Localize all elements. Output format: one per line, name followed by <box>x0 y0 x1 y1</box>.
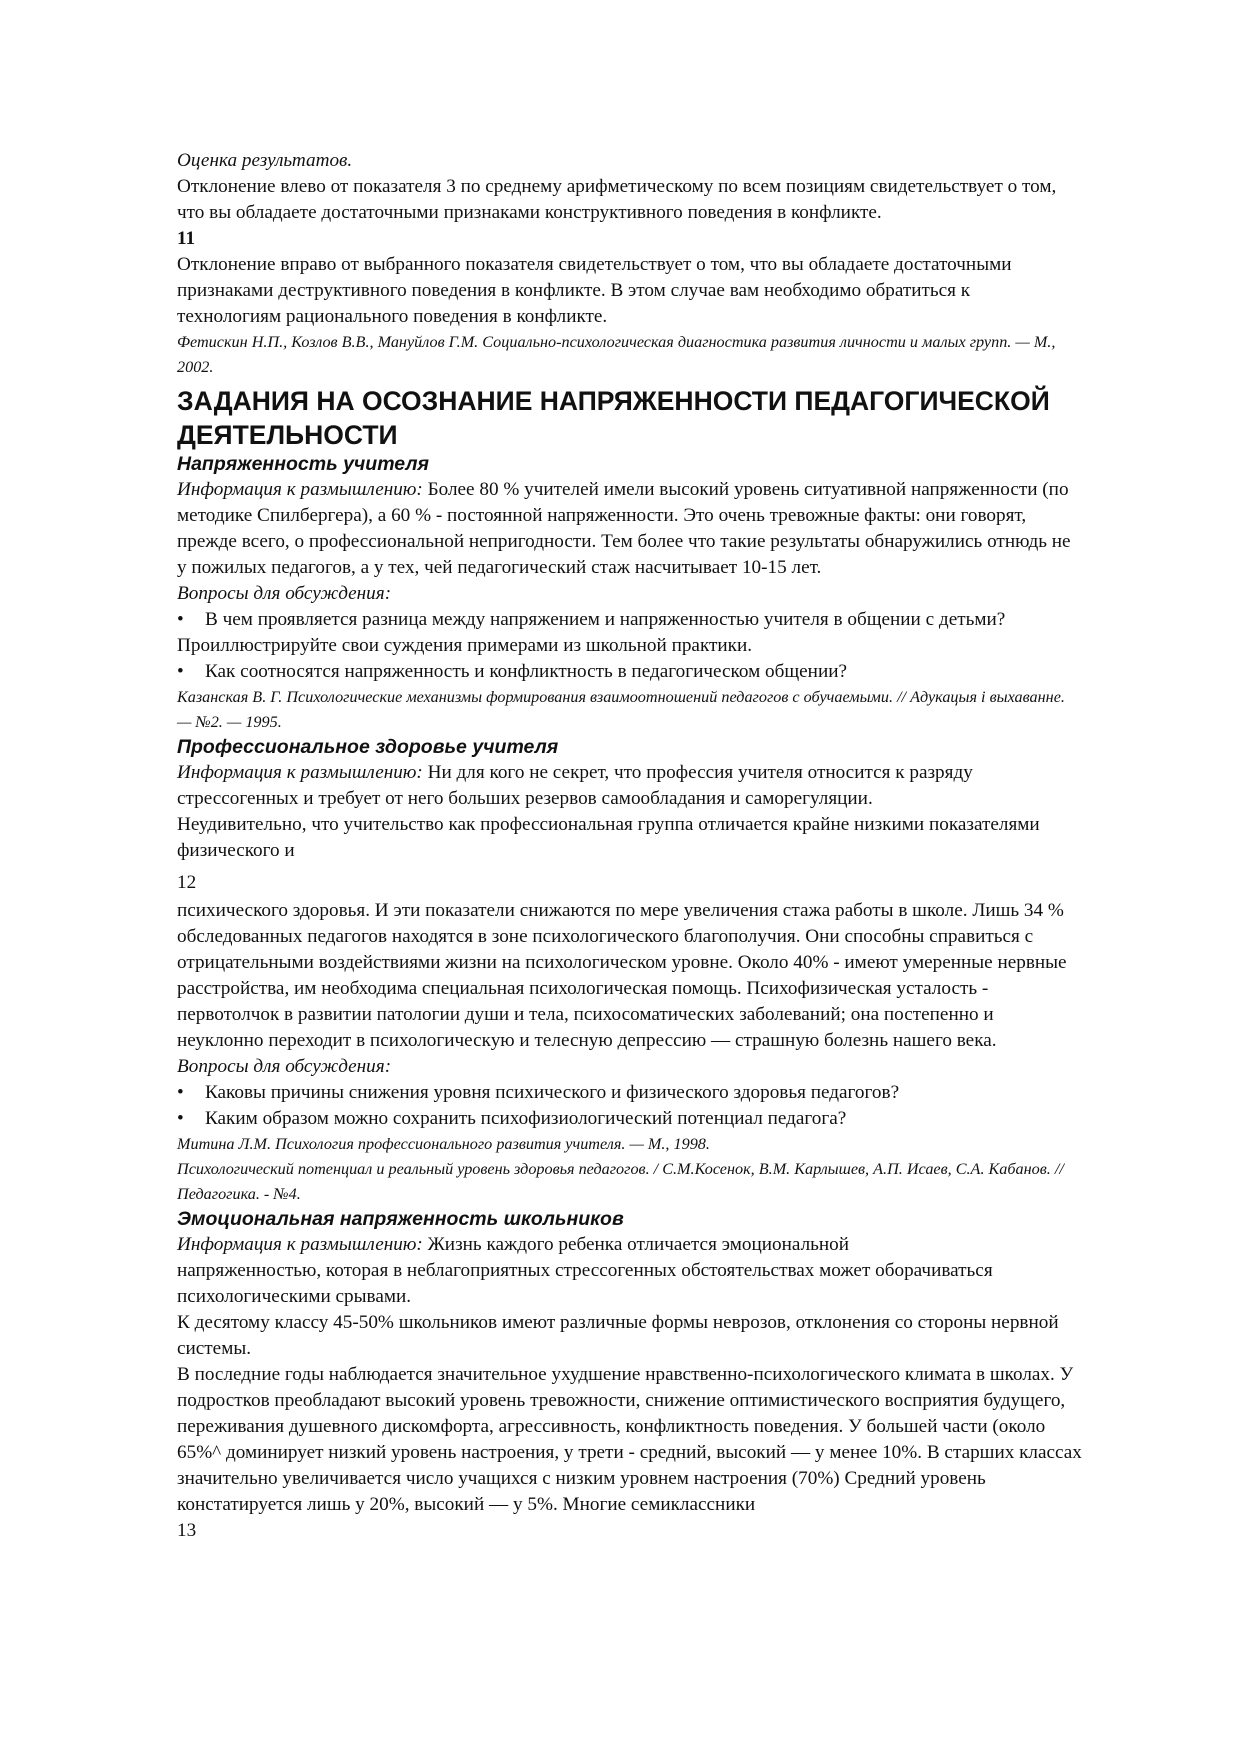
paragraph: К десятому классу 45-50% школьников имеют различные формы неврозов, отклонения со стороны нервной системы. <box>177 1312 1059 1359</box>
main-heading: ЗАДАНИЯ НА ОСОЗНАНИЕ НАПРЯЖЕННОСТИ ПЕДАГОГИЧЕСКОЙ ДЕЯТЕЛЬНОСТИ <box>177 386 1050 450</box>
question-item <box>177 659 1181 685</box>
paragraph: В последние годы наблюдается значительное ухудшение нравственно-психологического климата в школах. У подростков преобладают высокий уровень тревожности, снижение оптимистического восприятия будущего, переживания душевного дискомфорта, агрессивность, конфликтность поведения. У большей части (около 65%^ доминирует низкий уровень настроения, у трети - средний, высокий — у менее 10%. В старших классах значительно увеличивается число учащихся с низким уровнем настроения (70%) Средний уровень констатируется лишь у 20%, высокий — у 5%. Многие семиклассники <box>177 1364 1082 1515</box>
paragraph <box>177 477 1077 581</box>
questions-label: Вопросы для обсуждения: <box>177 1056 392 1077</box>
info-label: Информация к размышлению: <box>177 1234 423 1255</box>
paragraph: Отклонение влево от показателя 3 по среднему арифметическому по всем позициям свидетельствует о том, что вы обладаете достаточными признаками конструктивного поведения в конфликте. <box>177 176 1057 223</box>
reference: Казанская В. Г. Психологические механизмы формирования взаимоотношений педагогов с обучаемыми. // Адукацыя і выхаванне. — №2. — 1995. <box>177 688 1065 731</box>
info-label: Информация к размышлению: <box>177 479 423 500</box>
paragraph: психического здоровья. И эти показатели снижаются по мере увеличения стажа работы в школе. Лишь 34 % обследованных педагогов находятся в зоне психологического благополучия. Они способны справиться с отрицательными воздействиями жизни на психологическом уровне. Около 40% - имеют умеренные нервные расстройства, им необходима специальная психологическая помощь. Психофизическая усталость - первотолчок в развитии патологии души и тела, психосоматических заболеваний; она постепенно и неуклонно переходит в психологическую и телесную депрессию — страшную болезнь нашего века. <box>177 900 1067 1051</box>
bullet: • <box>177 609 184 630</box>
page-number: 13 <box>177 1520 197 1541</box>
results-label: Оценка результатов. <box>177 150 353 171</box>
info-text: Более 80 % учителей имели высокий уровень ситуативной напряженности (по методике Спилбергера), а 60 % - постоянной напряженности. Это очень тревожные факты: они говорят, прежде всего, о профессиональной непригодности. Тем более что такие результаты обнаружились отнюдь не у пожилых педагогов, а у тех, чей педагогический стаж насчитывает 10-15 лет. <box>177 479 1071 578</box>
section-title: Эмоциональная напряженность школьников <box>177 1208 624 1230</box>
paragraph <box>177 1232 997 1310</box>
bullet: • <box>177 1108 184 1129</box>
section-title: Напряженность учителя <box>177 453 429 475</box>
reference: Митина Л.М. Психология профессионального развития учителя. — М., 1998. <box>177 1135 710 1153</box>
paragraph <box>177 760 1087 812</box>
info-text: Жизнь каждого ребенка отличается эмоциональной напряженностью, которая в неблагоприятных стрессогенных обстоятельствах может оборачиваться психологическими срывами. <box>177 1234 993 1307</box>
info-label: Информация к размышлению: <box>177 762 423 783</box>
question-text: Как соотносятся напряженность и конфликтность в педагогическом общении? <box>205 661 848 682</box>
info-text: Ни для кого не секрет, что профессия учителя относится к разряду стрессогенных и требует от него больших резервов самообладания и саморегуляции. <box>177 762 973 809</box>
question-text: Каковы причины снижения уровня психического и физического здоровья педагогов? <box>205 1082 900 1103</box>
page-number: 12 <box>177 872 197 893</box>
question-item <box>177 1106 1181 1132</box>
question-text: Каким образом можно сохранить психофизиологический потенциал педагога? <box>205 1108 847 1129</box>
questions-label: Вопросы для обсуждения: <box>177 583 392 604</box>
bullet: • <box>177 1082 184 1103</box>
paragraph: Неудивительно, что учительство как профессиональная группа отличается крайне низкими показателями физического и <box>177 814 1040 861</box>
section-title: Профессиональное здоровье учителя <box>177 736 559 758</box>
question-item <box>177 607 1097 659</box>
page-number: 11 <box>177 228 196 249</box>
paragraph: Отклонение вправо от выбранного показателя свидетельствует о том, что вы обладаете достаточными признаками деструктивного поведения в конфликте. В этом случае вам необходимо обратиться к технологиям рационального поведения в конфликте. <box>177 254 1012 327</box>
reference: Психологический потенциал и реальный уровень здоровья педагогов. / С.М.Косенок, В.М. Карлышев, А.П. Исаев, С.А. Кабанов. //Педагогика. - №4. <box>177 1160 1064 1203</box>
reference: Фетискин Н.П., Козлов В.В., Мануйлов Г.М. Социально-психологическая диагностика развития личности и малых групп. — М., 2002. <box>177 333 1056 376</box>
question-item <box>177 1080 1181 1106</box>
bullet: • <box>177 661 184 682</box>
question-text: В чем проявляется разница между напряжением и напряженностью учителя в общении с детьми? Проиллюстрируйте свои суждения примерами из школьной практики. <box>177 609 1006 656</box>
